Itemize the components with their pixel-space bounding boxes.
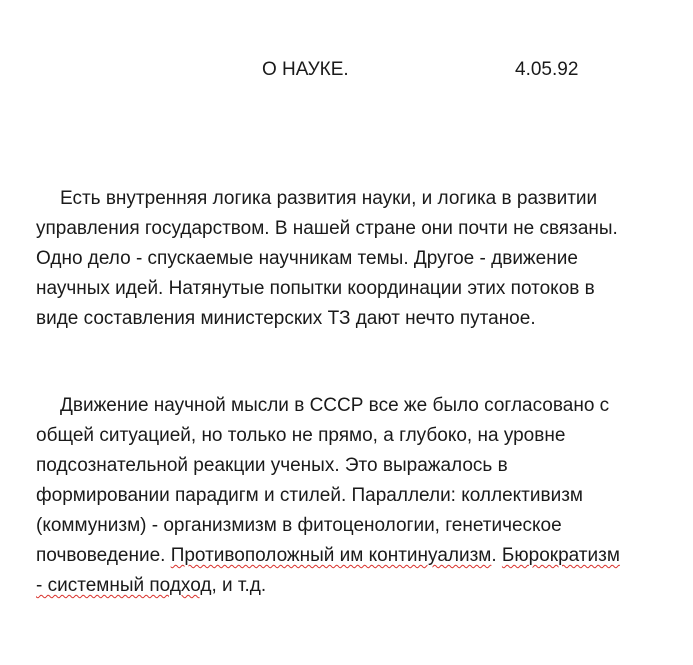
spellcheck-flagged-text[interactable]: Противоположный им континуализм [170,545,492,566]
paragraph-line: формировании парадигм и стилей. Параллели: коллективизм [36,485,583,506]
paragraph-line [36,184,676,214]
spellcheck-flagged-text[interactable]: Бюрократизм [501,545,620,566]
document-title: О НАУКЕ. [262,59,349,80]
paragraph-line: общей ситуацией, но только не прямо, а глубоко, на уровне [36,425,566,446]
line-text: почвоведение. [36,545,171,566]
line-text: , и т.д. [211,575,267,596]
paragraph-line: виде составления министерских ТЗ дают нечто путаное. [36,308,536,329]
line-text: . [491,545,502,566]
line-text: Движение научной мысли в СССР все же было согласовано с [60,395,610,416]
paragraph-line: научных идей. Натянутые попытки координации этих потоков в [36,278,595,299]
paragraph-line: Одно дело - спускаемые научникам темы. Другое - движение [36,248,578,269]
paragraph-line: (коммунизм) - организмизм в фитоценологии, генетическое [36,515,562,536]
paragraph-line: подсознательной реакции ученых. Это выражалось в [36,455,508,476]
line-text: Есть внутренняя логика развития науки, и логика в развитии [60,188,598,209]
paragraph-2 [36,391,676,601]
paragraph-line [36,541,676,571]
paragraph-line: управления государством. В нашей стране они почти не связаны. [36,218,618,239]
paragraph-1 [36,184,676,334]
spellcheck-flagged-text[interactable]: - системный подход [36,575,212,596]
document-date: 4.05.92 [515,59,579,80]
paragraph-line [36,571,676,601]
paragraph-line [36,391,676,421]
